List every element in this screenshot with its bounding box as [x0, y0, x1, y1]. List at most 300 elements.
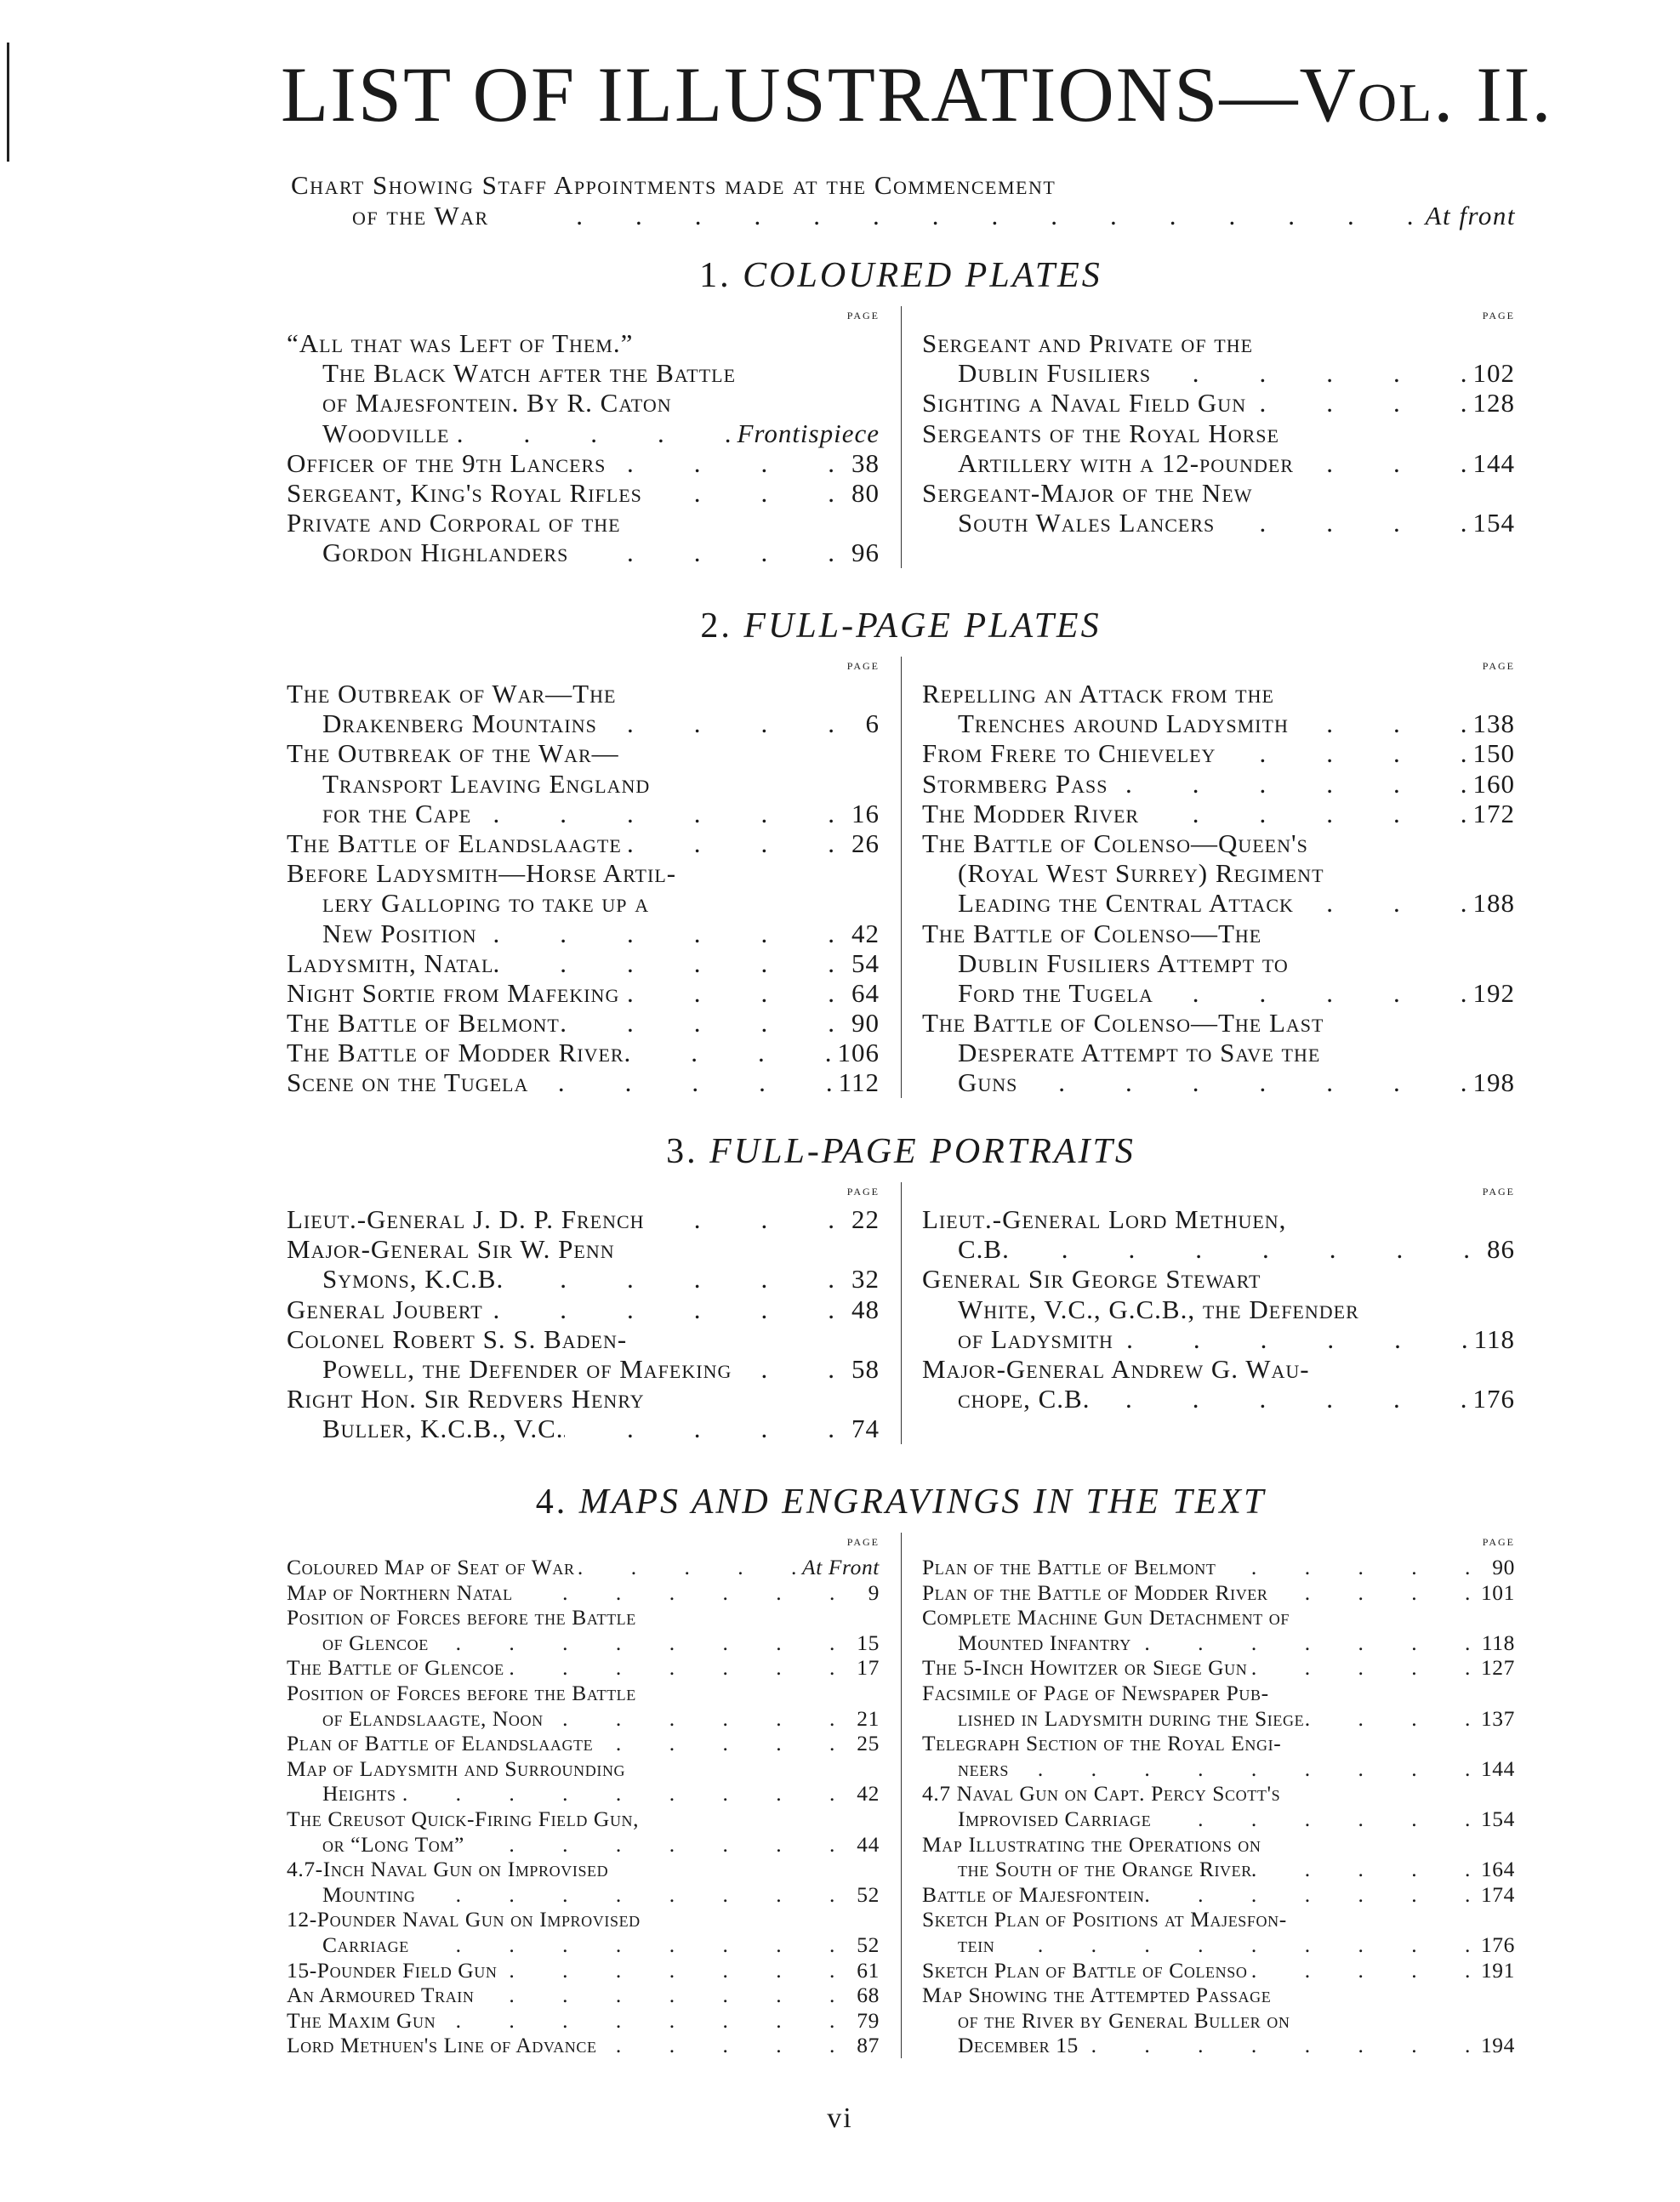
dot-leader — [1113, 1324, 1474, 1355]
entry-title-text: neers — [958, 1755, 1010, 1781]
illustration-entry — [922, 1605, 1515, 1655]
entry-page-number: 17 — [857, 1655, 880, 1681]
dot-leader — [1289, 708, 1473, 739]
illustration-entry — [922, 1907, 1515, 1957]
entry-line — [922, 1907, 1515, 1932]
entry-line — [922, 1580, 1515, 1606]
entry-title-text: Major-General Sir W. Penn — [287, 1234, 615, 1265]
entry-page-number: 118 — [1481, 1630, 1515, 1655]
entry-line — [287, 1630, 880, 1656]
illustration-entry — [287, 1067, 880, 1097]
entry-title-text: Coloured Map of Seat of War — [287, 1555, 575, 1579]
dot-leader — [1139, 799, 1472, 829]
entry-line — [922, 1038, 1515, 1067]
right-column — [922, 1182, 1515, 1444]
entry-page-number: 61 — [857, 1957, 880, 1983]
section-heading — [287, 606, 1515, 657]
entry-title-text: The 5-Inch Howitzer or Siege Gun — [922, 1655, 1248, 1681]
dot-leader — [504, 1655, 840, 1681]
entry-line — [287, 1958, 880, 1983]
entry-title-text: General Sir George Stewart — [922, 1264, 1261, 1294]
entry-title-text: Lieut.-General Lord Methuen, — [922, 1204, 1287, 1234]
illustration-entry — [287, 1008, 880, 1038]
illustration-entry — [922, 828, 1515, 919]
entry-line — [287, 1681, 880, 1706]
entry-page-number: 176 — [1480, 1932, 1515, 1957]
entry-page-number: 52 — [857, 1881, 880, 1907]
page-column-header: page — [1482, 306, 1515, 322]
entry-title-text: The Battle of Colenso—The — [922, 918, 1262, 948]
entry-title-text: Heights — [322, 1781, 396, 1807]
entry-page-number: 188 — [1472, 888, 1515, 919]
entry-line — [922, 1983, 1515, 2008]
entry-title-text: Ladysmith, Natal — [287, 947, 494, 978]
entry-page-number: 198 — [1472, 1067, 1515, 1098]
entry-line — [287, 478, 880, 508]
illustration-entry — [287, 508, 880, 567]
entry-page-number: 128 — [1472, 388, 1515, 418]
dot-leader — [622, 828, 840, 859]
entry-line — [287, 1038, 880, 1067]
dot-leader — [1247, 1655, 1476, 1681]
entry-line — [287, 1555, 880, 1580]
illustration-entry — [287, 1605, 880, 1655]
illustration-entry — [287, 679, 880, 738]
entry-line — [922, 1882, 1515, 1908]
entry-page-number: 16 — [851, 798, 880, 828]
entry-line — [922, 888, 1515, 918]
page-column-header: page — [846, 1182, 880, 1198]
entry-page-number: 54 — [851, 947, 880, 978]
dot-leader — [544, 1706, 840, 1732]
entry-title-text: the South of the Orange River — [958, 1857, 1252, 1882]
entry-title-text: or “Long Tom” — [322, 1831, 464, 1857]
entry-line — [922, 2008, 1515, 2034]
entry-title-text: Mounting — [322, 1881, 416, 1907]
entry-page-number: 25 — [857, 1731, 880, 1756]
scan-edge-mark — [7, 43, 9, 162]
entry-line — [922, 448, 1515, 478]
section-full-page-plates — [287, 606, 1515, 1098]
entry-title-text: The Maxim Gun — [287, 2007, 436, 2033]
illustration-entry — [287, 1555, 880, 1580]
illustration-entry — [287, 858, 880, 948]
entry-line — [922, 1294, 1515, 1324]
dot-leader — [464, 1832, 840, 1858]
illustration-entry — [922, 1832, 1515, 1882]
dot-leader — [1268, 1580, 1476, 1606]
illustration-entry — [922, 919, 1515, 1009]
right-column — [922, 1533, 1515, 2058]
entry-page-number: 58 — [851, 1353, 880, 1384]
entry-title-text: 4.7-Inch Naval Gun on Improvised — [287, 1857, 609, 1882]
dot-leader — [597, 2033, 840, 2058]
entry-title-text: Leading the Central Attack — [958, 888, 1294, 919]
entry-title-text: Powell, the Defender of Mafeking — [322, 1353, 732, 1384]
dot-leader — [504, 1264, 840, 1294]
illustration-entry — [287, 478, 880, 508]
entry-line — [922, 1555, 1515, 1580]
illustration-entry — [287, 2008, 880, 2034]
entry-line — [287, 1857, 880, 1882]
entry-line — [922, 1384, 1515, 1414]
entry-title-text: Drakenberg Mountains — [322, 708, 597, 739]
section-heading — [287, 255, 1515, 306]
dot-leader — [409, 1932, 840, 1958]
entry-title-text: The Battle of Colenso—Queen's — [922, 828, 1308, 858]
entry-line — [287, 1414, 880, 1443]
entry-line — [922, 1756, 1515, 1782]
dot-leader — [1252, 1857, 1476, 1882]
entry-title-text: Sighting a Naval Field Gun — [922, 388, 1247, 418]
entry-page-number: Frontispiece — [737, 418, 880, 448]
entry-line — [922, 1204, 1515, 1234]
dot-leader — [593, 1731, 840, 1756]
entry-line — [922, 358, 1515, 388]
illustration-entry — [287, 1907, 880, 1957]
entry-title-text: Private and Corporal of the — [287, 508, 621, 538]
entry-title-text: Colonel Robert S. S. Baden- — [287, 1323, 628, 1354]
entry-line — [287, 1655, 880, 1681]
entry-line — [287, 1324, 880, 1354]
entry-page-number: 194 — [1480, 2033, 1515, 2058]
entry-title-text: Gordon Highlanders — [322, 538, 569, 568]
entry-page-number: 150 — [1472, 738, 1515, 769]
entry-line — [922, 1857, 1515, 1882]
page-column-header: page — [846, 306, 880, 322]
entry-line — [287, 858, 880, 888]
dot-leader — [1246, 388, 1472, 418]
illustration-entry — [287, 1234, 880, 1294]
illustration-entry — [922, 1354, 1515, 1414]
section-title: MAPS AND ENGRAVINGS IN THE TEXT — [578, 1482, 1267, 1522]
illustration-entry — [287, 1807, 880, 1857]
illustration-entry — [922, 418, 1515, 478]
entry-line — [922, 328, 1515, 358]
entry-line — [922, 978, 1515, 1008]
left-column — [287, 1182, 880, 1444]
entry-line — [922, 478, 1515, 508]
illustration-entry — [287, 1204, 880, 1234]
chart-entry-line2: of the War — [352, 201, 489, 230]
right-column — [922, 657, 1515, 1098]
illustration-entry — [922, 1555, 1515, 1580]
entry-line — [287, 828, 880, 858]
entry-title-text: South Wales Lancers — [958, 508, 1216, 538]
entry-page-number: 42 — [857, 1781, 880, 1807]
entry-title-text: Symons, K.C.B. — [322, 1264, 504, 1294]
illustration-entry — [922, 388, 1515, 418]
entry-line — [287, 919, 880, 948]
entry-page-number: 42 — [851, 918, 880, 948]
entry-title-text: From Frere to Chieveley — [922, 738, 1216, 769]
entry-line — [287, 1882, 880, 1908]
illustration-entry — [922, 1983, 1515, 2058]
illustration-entry — [287, 2033, 880, 2058]
entry-line — [287, 948, 880, 978]
entry-line — [287, 888, 880, 918]
entry-line — [922, 1630, 1515, 1656]
entry-line — [287, 2008, 880, 2034]
dot-leader — [624, 1038, 838, 1068]
entry-title-text: New Position — [322, 918, 477, 948]
entry-title-text: Buller, K.C.B., V.C. — [322, 1414, 564, 1444]
entry-title-text: The Battle of Colenso—The Last — [922, 1008, 1324, 1038]
entry-title-text: The Battle of Modder River — [287, 1038, 624, 1068]
title-volume: Vol. II. — [1299, 51, 1553, 138]
entry-line — [287, 978, 880, 1008]
illustration-entry — [287, 828, 880, 858]
dot-leader — [1294, 888, 1473, 919]
entry-page-number: 22 — [851, 1204, 880, 1234]
illustration-entry — [922, 478, 1515, 538]
dot-leader — [471, 799, 840, 829]
section-title: FULL-PAGE PLATES — [743, 606, 1102, 646]
entry-line — [922, 1681, 1515, 1706]
chart-entry-line2-row — [291, 201, 1516, 231]
page-column-header: page — [846, 1533, 880, 1549]
entry-title-text: Position of Forces before the Battle — [287, 1605, 636, 1630]
illustration-entry — [287, 1857, 880, 1907]
entry-page-number: 52 — [857, 1932, 880, 1957]
two-column-list — [287, 657, 1515, 1098]
entry-line — [922, 418, 1515, 448]
illustration-entry — [287, 448, 880, 478]
entry-title-text: Transport Leaving England — [322, 768, 651, 799]
dot-leader — [1215, 508, 1472, 538]
entry-title-text: Plan of Battle of Elandslaagte — [287, 1731, 594, 1756]
dot-leader — [1079, 2033, 1476, 2058]
entry-line — [922, 708, 1515, 738]
entry-line — [922, 1932, 1515, 1958]
entry-title-text: for the Cape — [322, 798, 472, 828]
entry-title-text: Scene on the Tugela — [287, 1067, 529, 1098]
entry-title-text: The Modder River — [922, 798, 1140, 828]
entry-line — [287, 1008, 880, 1038]
illustration-entry — [287, 1681, 880, 1731]
entry-page-number: 160 — [1472, 768, 1515, 799]
entry-page-number: 191 — [1480, 1957, 1515, 1983]
entry-page-number: 172 — [1472, 798, 1515, 828]
entry-title-text: Telegraph Section of the Royal Engi- — [922, 1731, 1282, 1756]
entry-title-text: Map Illustrating the Operations on — [922, 1831, 1261, 1857]
entry-line — [922, 1067, 1515, 1097]
entry-title-text: Battle of Majesfontein — [922, 1881, 1145, 1907]
dot-leader — [1216, 738, 1472, 769]
entry-line — [287, 1832, 880, 1858]
entry-line — [287, 1384, 880, 1414]
entry-line — [287, 1731, 880, 1756]
entry-page-number: 112 — [838, 1067, 880, 1098]
entry-line — [287, 1204, 880, 1234]
entry-title-text: C.B. — [958, 1234, 1010, 1265]
entry-line — [922, 858, 1515, 888]
entry-title-text: of the River by General Buller on — [958, 2007, 1290, 2033]
entry-page-number: 38 — [851, 447, 880, 478]
entry-page-number: 176 — [1472, 1384, 1515, 1414]
section-heading — [287, 1131, 1515, 1182]
illustration-entry — [922, 679, 1515, 738]
entry-title-text: Sergeant and Private of the — [922, 328, 1254, 358]
chart-entry-line1: Chart Showing Staff Appointments made at the Commencement — [291, 170, 1056, 200]
entry-line — [287, 448, 880, 478]
entry-title-text: Sketch Plan of Positions at Majesfon- — [922, 1907, 1287, 1932]
dot-leader — [1247, 1958, 1476, 1983]
section-number: 3. — [666, 1132, 710, 1171]
page-title — [281, 49, 1553, 139]
entry-line — [922, 1958, 1515, 1983]
entry-title-text: Map of Ladysmith and Surrounding — [287, 1755, 626, 1781]
illustration-entry — [287, 1655, 880, 1681]
entry-line — [922, 1731, 1515, 1756]
entry-title-text: Ford the Tugela — [958, 977, 1153, 1008]
entry-page-number: 44 — [857, 1831, 880, 1857]
dot-leader — [477, 919, 840, 949]
entry-page-number: 174 — [1480, 1881, 1515, 1907]
illustration-entry — [287, 1580, 880, 1606]
entry-page-number: 48 — [851, 1294, 880, 1324]
entry-line — [922, 388, 1515, 418]
entry-title-text: Lieut.-General J. D. P. French — [287, 1204, 645, 1234]
entry-title-text: Trenches around Ladysmith — [958, 708, 1289, 739]
entry-line — [287, 388, 880, 418]
dot-leader — [1294, 448, 1473, 479]
entry-line — [922, 738, 1515, 768]
dot-leader — [1151, 358, 1472, 389]
entry-line — [287, 679, 880, 708]
illustration-entry — [922, 1580, 1515, 1606]
dot-leader — [994, 1932, 1476, 1958]
entry-title-text: Sergeant-Major of the New — [922, 477, 1253, 508]
dot-leader — [732, 1354, 840, 1385]
entry-line — [287, 1580, 880, 1606]
illustration-entry — [287, 1324, 880, 1384]
entry-line — [287, 1907, 880, 1932]
dot-leader — [513, 1580, 840, 1606]
dot-leader — [1017, 1067, 1472, 1098]
entry-title-text: The Black Watch after the Battle — [322, 358, 737, 389]
entry-title-text: Plan of the Battle of Belmont — [922, 1555, 1216, 1579]
entry-page-number: 68 — [857, 1983, 880, 2008]
entry-page-number: 164 — [1480, 1857, 1515, 1882]
right-column — [922, 306, 1515, 568]
entry-line — [287, 418, 880, 448]
dot-leader — [1216, 1555, 1476, 1580]
entry-title-text: lery Galloping to take up a — [322, 888, 650, 919]
page-column-header: page — [846, 657, 880, 673]
entry-title-text: lished in Ladysmith during the Siege — [958, 1705, 1305, 1731]
entry-page-number: 192 — [1472, 977, 1515, 1008]
dot-leader — [475, 1983, 841, 2008]
page-column-header: page — [1482, 657, 1515, 673]
entry-title-text: The Creusot Quick-Firing Field Gun, — [287, 1806, 640, 1831]
dot-leader — [493, 948, 840, 979]
entry-title-text: Major-General Andrew G. Wau- — [922, 1353, 1310, 1384]
entry-page-number: 118 — [1473, 1323, 1515, 1354]
column-divider — [901, 1533, 902, 2058]
entry-title-text: Mounted Infantry — [958, 1630, 1131, 1655]
entry-title-text: The Battle of Elandslaagte — [287, 828, 622, 858]
entry-title-text: White, V.C., G.C.B., the Defender — [958, 1294, 1359, 1324]
illustration-entry — [922, 1264, 1515, 1354]
dot-leader — [498, 1958, 841, 1983]
entry-line — [287, 1706, 880, 1732]
section-coloured-plates — [287, 255, 1515, 568]
dot-leader — [396, 1781, 840, 1807]
entry-line — [922, 948, 1515, 978]
section-number: 2. — [700, 606, 744, 646]
section-title: COLOURED PLATES — [743, 256, 1102, 295]
column-divider — [901, 1182, 902, 1444]
entry-title-text: December 15 — [958, 2033, 1079, 2058]
dot-leader — [560, 1008, 840, 1038]
dot-leader — [429, 1630, 840, 1656]
dot-leader — [528, 1067, 838, 1098]
entry-title-text: The Battle of Belmont — [287, 1008, 560, 1038]
entry-line — [287, 799, 880, 828]
left-column — [287, 1533, 880, 2058]
illustration-entry — [922, 799, 1515, 828]
title-main: LIST OF ILLUSTRATIONS— — [281, 51, 1300, 138]
entry-page-number: 79 — [857, 2007, 880, 2033]
section-number: 1. — [699, 256, 743, 295]
page-column-header: page — [1482, 1182, 1515, 1198]
dot-leader — [619, 978, 840, 1009]
entry-line — [287, 328, 880, 358]
entry-line — [922, 1781, 1515, 1807]
entry-title-text: Repelling an Attack from the — [922, 679, 1274, 708]
dot-leader — [1151, 1807, 1476, 1832]
dot-leader — [1090, 1384, 1472, 1414]
entry-line — [287, 508, 880, 538]
illustration-entry — [287, 1038, 880, 1067]
entry-line — [287, 1605, 880, 1630]
entry-title-text: An Armoured Train — [287, 1983, 475, 2008]
dot-leader: . . . . . . . . . . . . . . . — [576, 201, 1414, 230]
entry-title-text: Lord Methuen's Line of Advance — [287, 2033, 597, 2058]
entry-title-text: Dublin Fusiliers Attempt to — [958, 947, 1289, 978]
illustration-entry — [922, 1958, 1515, 1983]
entry-page-number: 90 — [1492, 1555, 1515, 1579]
section-maps-and-engravings — [287, 1482, 1515, 2058]
entry-line — [922, 1324, 1515, 1354]
page-column-header: page — [1482, 1533, 1515, 1549]
entry-title-text: Sergeant, King's Royal Rifles — [287, 477, 642, 508]
entry-page-number: 106 — [837, 1038, 880, 1068]
section-full-page-portraits — [287, 1131, 1515, 1444]
entry-page-number: 26 — [851, 828, 880, 858]
illustration-entry — [287, 1983, 880, 2008]
entry-line — [922, 1008, 1515, 1038]
chart-entry-page: At front — [1425, 201, 1516, 230]
illustration-entry — [287, 328, 880, 448]
dot-leader — [1153, 978, 1473, 1009]
entry-page-number: 154 — [1480, 1806, 1515, 1831]
left-column — [287, 657, 880, 1098]
entry-page-number: 102 — [1472, 358, 1515, 389]
illustration-entry — [922, 1781, 1515, 1831]
entry-page-number: 87 — [857, 2033, 880, 2058]
entry-page-number: 86 — [1487, 1234, 1515, 1265]
left-column — [287, 306, 880, 568]
entry-title-text: Map Showing the Attempted Passage — [922, 1983, 1272, 2008]
entry-page-number: 101 — [1480, 1579, 1515, 1605]
entry-line — [922, 2033, 1515, 2058]
entry-title-text: Plan of the Battle of Modder River — [922, 1579, 1268, 1605]
dot-leader — [606, 448, 840, 479]
dot-leader — [483, 1294, 840, 1325]
entry-page-number: 96 — [851, 538, 880, 568]
